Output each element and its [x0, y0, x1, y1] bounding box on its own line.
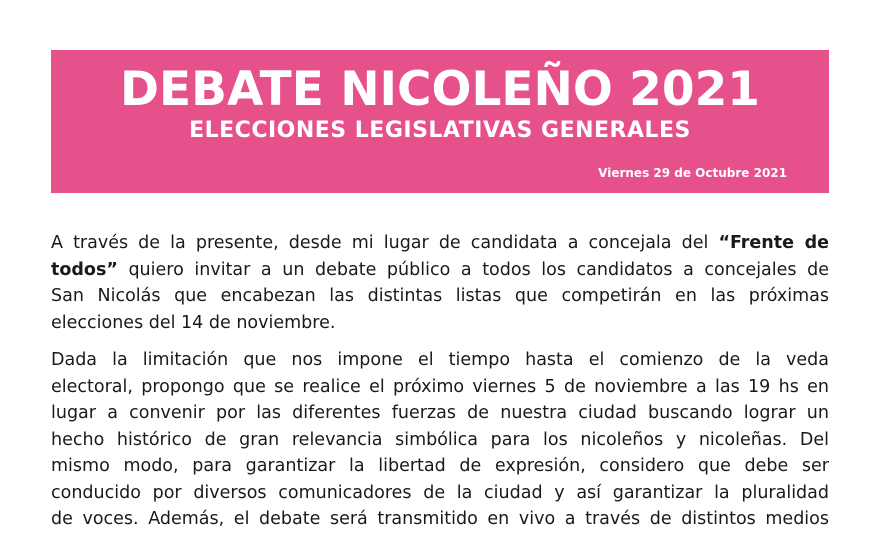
- banner-title: DEBATE NICOLEÑO 2021: [120, 62, 760, 117]
- paragraph-line: de voces. Además, el debate será transmitido en vivo a través de distintos medios: [51, 509, 829, 529]
- party-name-bold: todos”: [51, 259, 118, 280]
- text-span: A través de la presente, desde mi lugar de candidata a concejala del: [51, 233, 719, 253]
- banner-date: Viernes 29 de Octubre 2021: [598, 166, 787, 180]
- text-span: quiero invitar a un debate público a todos los candidatos a concejales de: [117, 259, 829, 280]
- paragraph-line: conducido por diversos comunicadores de la ciudad y así garantizar la pluralidad: [51, 482, 829, 503]
- paragraph-line: mismo modo, para garantizar la libertad de expresión, considero que debe ser: [51, 456, 829, 476]
- paragraph-line: elecciones del 14 de noviembre.: [51, 312, 336, 333]
- header-banner: [51, 50, 829, 193]
- paragraph-invitation: [51, 230, 829, 336]
- paragraph-line: Dada la limitación que nos impone el tiempo hasta el comienzo de la veda: [51, 350, 829, 370]
- paragraph-line: [51, 230, 829, 257]
- paragraph-line: [51, 257, 829, 284]
- paragraph-line: lugar a convenir por las diferentes fuerzas de nuestra ciudad buscando lograr un: [51, 403, 829, 423]
- party-name-bold: “Frente de: [718, 233, 829, 253]
- paragraph-line: electoral, propongo que se realice el próximo viernes 5 de noviembre a las 19 hs en: [51, 376, 829, 397]
- banner-subtitle: ELECCIONES LEGISLATIVAS GENERALES: [189, 118, 691, 143]
- paragraph-line: San Nicolás que encabezan las distintas listas que competirán en las próximas: [51, 286, 829, 306]
- paragraph-line: hecho histórico de gran relevancia simbólica para los nicoleños y nicoleñas. Del: [51, 429, 829, 450]
- paragraph-proposal: [51, 347, 829, 533]
